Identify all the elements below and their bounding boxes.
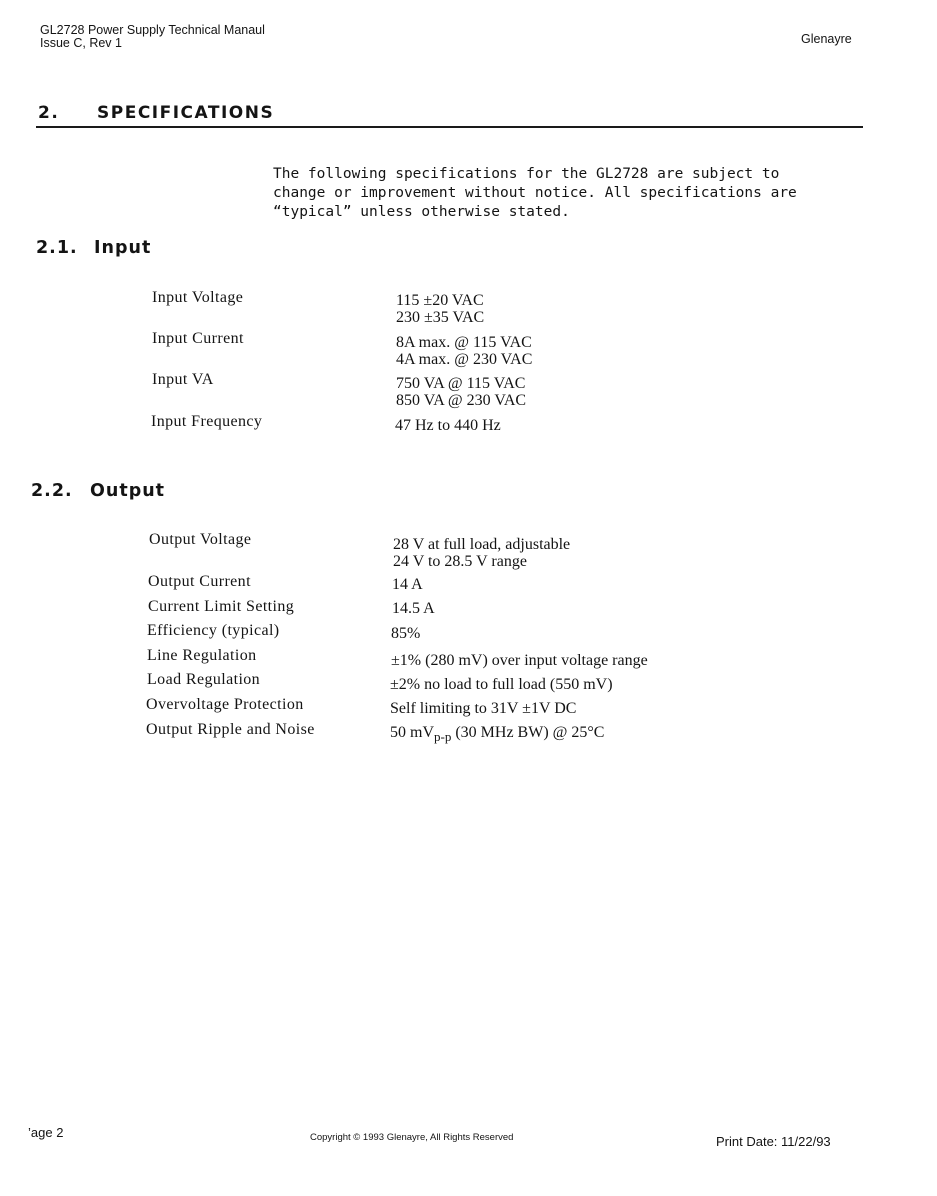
output-section-number: 2.2. (31, 481, 73, 501)
input-va-value-2: 850 VA @ 230 VAC (396, 392, 527, 409)
ripple-noise-value-rest: (30 MHz BW) @ 25°C (451, 724, 605, 741)
output-current-value: 14 A (392, 576, 423, 593)
input-frequency-value: 47 Hz to 440 Hz (395, 417, 501, 434)
load-regulation-label: Load Regulation (147, 671, 261, 688)
page-number: ’age 2 (28, 1125, 64, 1140)
ripple-noise-subscript: p-p (434, 729, 452, 745)
company-name: Glenayre (801, 32, 852, 46)
ripple-noise-value (390, 724, 604, 745)
input-voltage-value-1: 115 ±20 VAC (396, 292, 484, 309)
load-regulation-value: ±2% no load to full load (550 mV) (390, 676, 613, 693)
ripple-noise-label: Output Ripple and Noise (146, 721, 315, 738)
ripple-noise-value-main: 50 mV (390, 724, 434, 741)
input-section-title: Input (94, 238, 152, 258)
input-va-label: Input VA (152, 371, 214, 388)
line-regulation-label: Line Regulation (147, 647, 257, 664)
overvoltage-protection-label: Overvoltage Protection (146, 696, 304, 713)
input-frequency-label: Input Frequency (151, 413, 263, 430)
section-number: 2. (38, 103, 60, 123)
intro-paragraph: The following specifications for the GL2728 are subject to change or improvement without notice. All specifications are “typical” unless otherwise stated. (273, 166, 797, 220)
efficiency-label: Efficiency (typical) (147, 622, 280, 639)
efficiency-value: 85% (391, 625, 421, 642)
document-title: GL2728 Power Supply Technical Manaul (40, 23, 265, 37)
output-voltage-value-1: 28 V at full load, adjustable (393, 536, 571, 553)
copyright-notice: Copyright © 1993 Glenayre, All Rights Reserved (310, 1132, 514, 1143)
issue-revision: Issue C, Rev 1 (40, 36, 122, 50)
current-limit-label: Current Limit Setting (148, 598, 295, 615)
output-voltage-label: Output Voltage (149, 531, 252, 548)
section-title: SPECIFICATIONS (97, 103, 275, 123)
input-section-number: 2.1. (36, 238, 78, 258)
input-voltage-label: Input Voltage (152, 289, 244, 306)
print-date: Print Date: 11/22/93 (716, 1134, 831, 1149)
input-current-label: Input Current (152, 330, 244, 347)
output-voltage-value-2: 24 V to 28.5 V range (393, 553, 527, 570)
current-limit-value: 14.5 A (392, 600, 435, 617)
input-current-value-1: 8A max. @ 115 VAC (396, 334, 532, 351)
output-section-title: Output (90, 481, 166, 501)
input-current-value-2: 4A max. @ 230 VAC (396, 351, 533, 368)
input-voltage-value-2: 230 ±35 VAC (396, 309, 485, 326)
line-regulation-value: ±1% (280 mV) over input voltage range (391, 652, 648, 669)
section-rule (36, 126, 863, 128)
output-current-label: Output Current (148, 573, 251, 590)
input-va-value-1: 750 VA @ 115 VAC (396, 375, 526, 392)
overvoltage-protection-value: Self limiting to 31V ±1V DC (390, 700, 577, 717)
